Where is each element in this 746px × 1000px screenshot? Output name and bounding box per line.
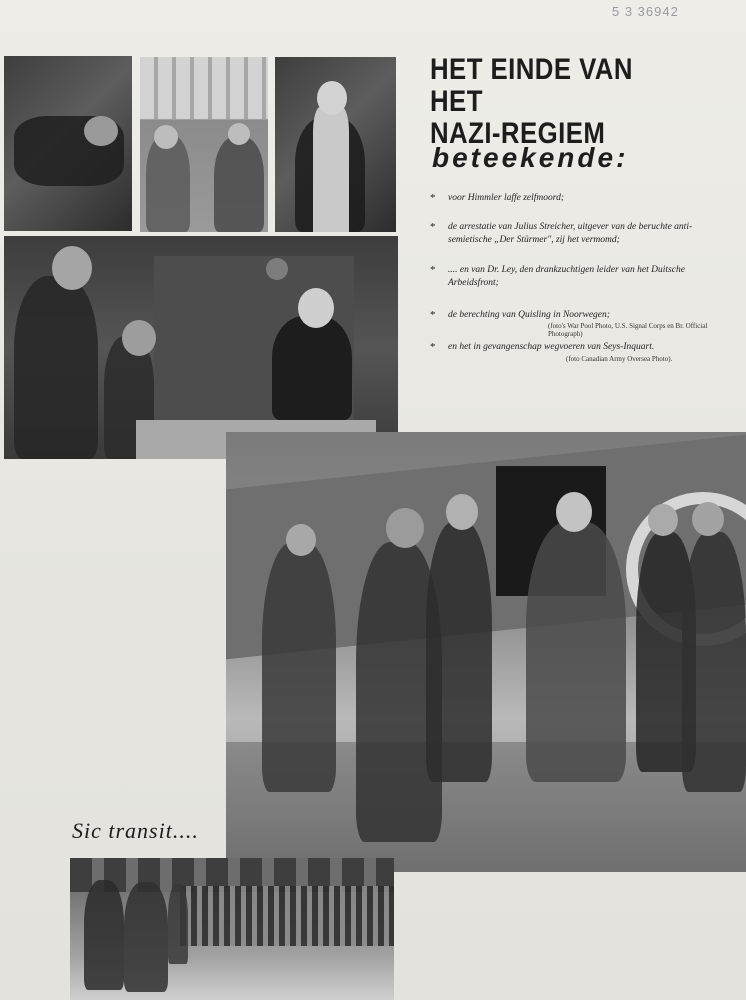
ley-arrest-photo (275, 57, 396, 232)
headline (430, 54, 688, 150)
headline-line-2: NAZI-REGIEM (430, 117, 606, 150)
parade-photo (70, 858, 394, 1000)
item-text-seyss-inquart: en het in gevangenschap wegvoeren van Seys-Inquart. (448, 342, 655, 352)
photo-credit-1: (foto's War Pool Photo, U.S. Signal Corps en Br. Official Photograph) (548, 322, 708, 338)
bullet-star: * (430, 264, 436, 276)
list-item (431, 192, 711, 205)
photo-credit-2: (foto Canadian Army Oversea Photo). (566, 355, 673, 363)
item-text-himmler: voor Himmler laffe zelfmoord; (448, 193, 565, 203)
streicher-arrest-photo (140, 57, 268, 232)
bullet-star: * (430, 221, 436, 233)
list-item (431, 221, 711, 247)
item-text-quisling: de berechting van Quisling in Noorwegen; (448, 310, 610, 320)
subheadline: beteekende: (432, 142, 629, 173)
list-item (431, 341, 711, 354)
seyss-inquart-aircraft-photo (226, 432, 746, 872)
list-item (431, 264, 711, 290)
quisling-trial-photo (4, 236, 398, 459)
archive-number: 5 3 36942 (612, 4, 679, 19)
bullet-star: * (430, 341, 436, 353)
bullet-star: * (430, 192, 436, 204)
headline-line-1: HET EINDE VAN HET (430, 53, 633, 118)
list-item (431, 309, 711, 322)
himmler-dead-photo (4, 56, 132, 231)
bullet-star: * (430, 309, 436, 321)
item-text-streicher: de arrestatie van Julius Streicher, uitgever van de beruchte anti-semietische „Der Stürmer", zij het vermomd; (448, 222, 693, 245)
item-text-ley: .... en van Dr. Ley, den drankzuchtigen leider van het Duitsche Arbeidsfront; (448, 265, 685, 288)
caption-sic-transit: Sic transit.... (72, 818, 199, 843)
